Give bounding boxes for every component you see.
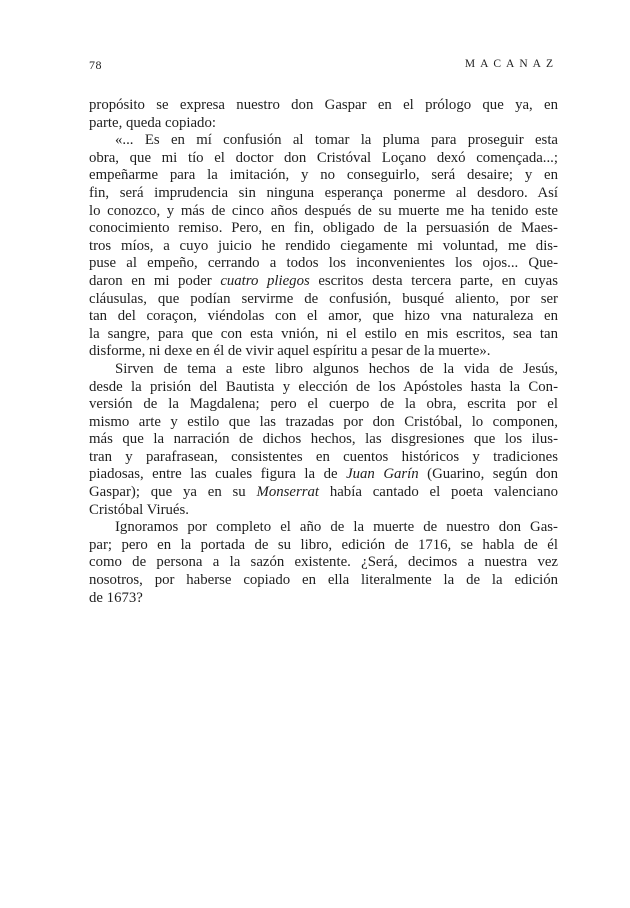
body-text bbox=[89, 97, 558, 607]
text-line bbox=[89, 185, 558, 203]
text-segment: había cantado el poeta valenciano bbox=[319, 484, 558, 501]
text-line bbox=[89, 449, 558, 467]
text-segment: Sirven de tema a este libro algunos hechos de la vida de Jesús, bbox=[115, 360, 558, 377]
text-line bbox=[89, 132, 558, 150]
text-segment: mismo arte y estilo que las trazadas por don Cristóbal, lo componen, bbox=[89, 413, 558, 430]
text-segment: como de persona a la sazón existente. ¿Será, decimos a nuestra vez bbox=[89, 554, 558, 571]
text-line bbox=[89, 572, 558, 590]
text-segment: escritos desta tercera parte, en cuyas bbox=[309, 272, 559, 289]
text-line bbox=[89, 167, 558, 185]
running-head bbox=[89, 58, 558, 78]
text-line bbox=[89, 97, 558, 115]
text-line bbox=[89, 537, 558, 555]
text-line bbox=[89, 220, 558, 238]
text-segment: de 1673? bbox=[89, 589, 143, 606]
text-segment: conocimiento remiso. Pero, en fin, obligado de la persuasión de Maes- bbox=[89, 220, 558, 237]
page-number: 78 bbox=[89, 58, 102, 72]
text-line bbox=[89, 291, 558, 309]
text-segment: propósito se expresa nuestro don Gaspar en el prólogo que ya, en bbox=[89, 97, 558, 113]
italic-text: Juan Garín bbox=[346, 466, 419, 483]
italic-text: Monserrat bbox=[256, 484, 320, 501]
text-segment: la sangre, para que con esta vnión, ni el estilo en mis escritos, sea tan bbox=[89, 325, 558, 342]
text-line bbox=[89, 115, 558, 133]
text-line bbox=[89, 326, 558, 344]
text-segment: tan del coraçon, viéndolas con el amor, que hizo vna naturaleza en bbox=[89, 308, 558, 325]
text-line bbox=[89, 431, 558, 449]
text-line bbox=[89, 273, 558, 291]
text-segment: obra, que mi tío el doctor don Cristóval Loçano dexó començada...; bbox=[89, 149, 558, 166]
text-line bbox=[89, 484, 558, 502]
text-line bbox=[89, 308, 558, 326]
italic-text: cuatro pliegos bbox=[220, 272, 310, 289]
text-segment: parte, queda copiado: bbox=[89, 114, 216, 131]
text-line bbox=[89, 414, 558, 432]
text-line bbox=[89, 554, 558, 572]
text-segment: cláusulas, que podían servirme de confusión, busqué aliento, por ser bbox=[89, 290, 558, 307]
text-segment: daron en mi poder bbox=[89, 272, 221, 289]
text-segment: empeñarme para la imitación, y no conseguirlo, será desaire; y en bbox=[89, 167, 558, 184]
text-segment: nosotros, por haberse copiado en ella literalmente la de la edición bbox=[89, 572, 558, 589]
text-line bbox=[89, 203, 558, 221]
text-line bbox=[89, 238, 558, 256]
text-segment: más que la narración de dichos hechos, las disgresiones que los ilus- bbox=[89, 431, 558, 448]
text-segment: tros míos, a cuyo juicio he rendido ciegamente mi voluntad, me dis- bbox=[89, 237, 558, 254]
running-title: MACANAZ bbox=[464, 58, 558, 70]
text-segment: par; pero en la portada de su libro, edición de 1716, se habla de él bbox=[89, 536, 558, 553]
text-line bbox=[89, 255, 558, 273]
text-segment: piadosas, entre las cuales figura la de bbox=[89, 466, 347, 483]
text-line bbox=[89, 519, 558, 537]
text-line bbox=[89, 361, 558, 379]
text-segment: Cristóbal Virués. bbox=[89, 501, 189, 518]
text-segment: puse al empeño, cerrando a todos los inconvenientes los ojos... Que- bbox=[89, 255, 558, 272]
text-segment: fin, será imprudencia sin ninguna esperança ponerme al desdoro. Así bbox=[89, 184, 558, 201]
text-segment: «... Es en mí confusión al tomar la pluma para proseguir esta bbox=[115, 132, 558, 149]
text-segment: tran y parafrasean, consistentes en cuentos históricos y tradiciones bbox=[89, 448, 558, 465]
text-segment: desde la prisión del Bautista y elección de los Apóstoles hasta la Con- bbox=[89, 378, 558, 395]
text-segment: lo conozco, y más de cinco años después de su muerte me ha tenido este bbox=[89, 202, 558, 219]
text-line bbox=[89, 379, 558, 397]
text-line bbox=[89, 150, 558, 168]
text-segment: disforme, ni dexe en él de vivir aquel espíritu a pesar de la muerte». bbox=[89, 343, 491, 360]
text-segment: Gaspar); que ya en su bbox=[89, 484, 257, 501]
text-line bbox=[89, 343, 558, 361]
text-line bbox=[89, 466, 558, 484]
text-segment: Ignoramos por completo el año de la muerte de nuestro don Gas- bbox=[115, 519, 558, 536]
text-segment: versión de la Magdalena; pero el cuerpo de la obra, escrita por el bbox=[89, 396, 558, 413]
text-line bbox=[89, 590, 558, 608]
text-segment: (Guarino, según don bbox=[418, 466, 558, 483]
text-line bbox=[89, 502, 558, 520]
text-line bbox=[89, 396, 558, 414]
